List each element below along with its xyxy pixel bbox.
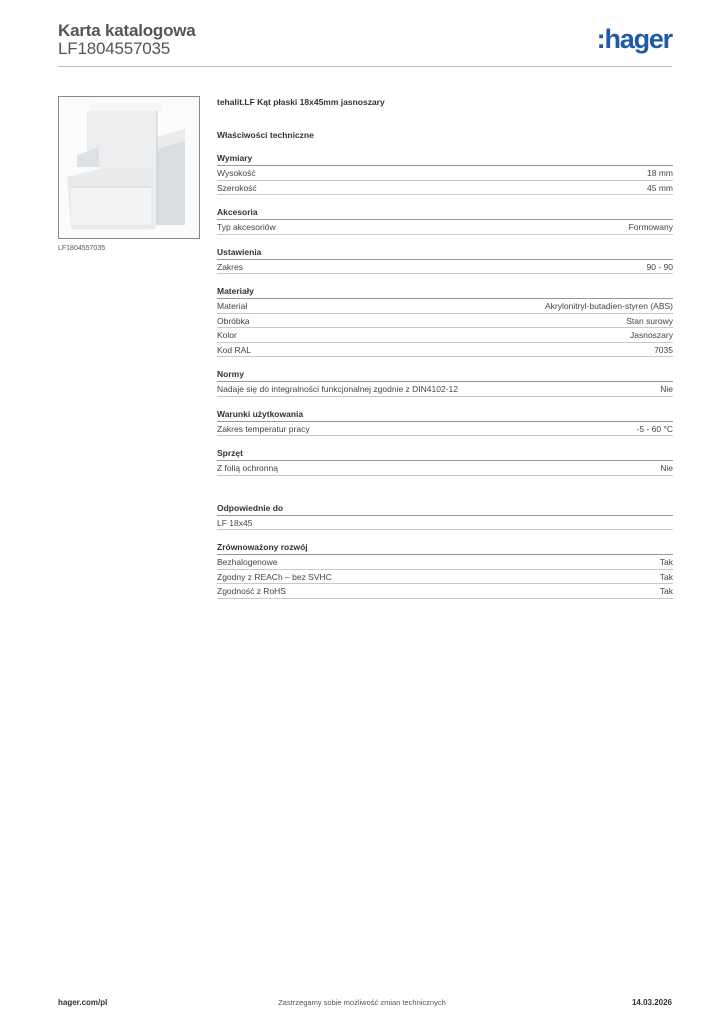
section-title: Zrównoważony rozwój (217, 540, 673, 555)
header-divider (58, 66, 672, 67)
spec-label: Kod RAL (217, 344, 252, 355)
spec-label: Zakres (217, 261, 243, 272)
spec-label: Materiał (217, 301, 248, 311)
spec-row (217, 328, 673, 343)
spec-row (217, 555, 673, 570)
spec-label: Nadaje się do integralności funkcjonalnej zgodnie z DIN4102-12 (217, 384, 458, 394)
spec-row (217, 220, 673, 235)
spec-row (217, 461, 673, 476)
spec-value: Tak (659, 571, 673, 582)
spec-label: Wysokość (217, 168, 256, 178)
spec-value: Stan surowy (626, 315, 673, 326)
spec-label: Typ akcesoriów (217, 222, 276, 232)
section-accessories (217, 205, 673, 235)
footer-website: hager.com/pl (58, 998, 108, 1007)
spec-label: LF 18x45 (217, 517, 253, 528)
section-standards (217, 367, 673, 397)
product-code: LF1804557035 (58, 39, 170, 58)
section-settings (217, 245, 673, 275)
spec-row (217, 299, 673, 314)
section-title: Materiały (217, 284, 673, 299)
product-image (58, 96, 200, 239)
spec-label: Bezhalogenowe (217, 557, 278, 567)
section-title: Normy (217, 367, 673, 382)
spec-row (217, 422, 673, 437)
spec-label: Zgodność z RoHS (217, 586, 286, 596)
section-suitable-for (217, 501, 673, 531)
flat-angle-illustration (59, 97, 200, 239)
spec-label: Zakres temperatur pracy (217, 423, 310, 434)
product-name: tehalit.LF Kąt płaski 18x45mm jasnoszary (217, 97, 385, 107)
spec-row (217, 181, 673, 196)
section-title: Warunki użytkowania (217, 407, 673, 422)
section-equipment (217, 446, 673, 476)
spec-label: Obróbka (217, 315, 250, 326)
spec-value: Akrylonitryl-butadien-styren (ABS) (544, 301, 673, 311)
spec-sheet (217, 96, 673, 599)
spec-row (217, 343, 673, 358)
section-title: Odpowiednie do (217, 501, 673, 516)
spec-row (217, 516, 673, 531)
section-title: Wymiary (217, 151, 673, 166)
spec-value: 7035 (654, 344, 673, 355)
spec-value: Nie (660, 463, 673, 473)
spec-value: Formowany (628, 222, 673, 232)
section-title: Akcesoria (217, 205, 673, 220)
spec-value: 18 mm (647, 168, 673, 178)
spec-value: Tak (659, 557, 673, 567)
spec-row (217, 166, 673, 181)
spec-row (217, 584, 673, 599)
footer-disclaimer: Zastrzegamy sobie możliwość zmian technicznych (278, 998, 446, 1007)
document-title: Karta katalogowa (58, 21, 196, 40)
image-caption: LF1804557035 (58, 245, 106, 252)
spec-value: -5 - 60 °C (636, 423, 673, 434)
spec-value: Nie (660, 384, 673, 394)
spec-value: Tak (659, 586, 673, 596)
section-title: Ustawienia (217, 245, 673, 260)
spec-row (217, 314, 673, 329)
section-materials (217, 284, 673, 357)
spec-value: 90 - 90 (646, 261, 673, 272)
section-sustainability (217, 540, 673, 599)
spec-label: Zgodny z REACh – bez SVHC (217, 571, 332, 582)
spec-value: 45 mm (647, 182, 673, 193)
hager-logo: :hager (596, 24, 672, 54)
spec-label: Z folią ochronną (217, 463, 278, 473)
spec-row (217, 570, 673, 585)
spec-label: Szerokość (217, 182, 257, 193)
section-operating-conditions (217, 407, 673, 437)
section-title: Sprzęt (217, 446, 673, 461)
spec-value: Jasnoszary (630, 330, 673, 340)
spec-row (217, 382, 673, 397)
section-dimensions (217, 151, 673, 195)
spec-row (217, 260, 673, 275)
spec-label: Kolor (217, 330, 237, 340)
footer-date: 14.03.2026 (631, 998, 672, 1007)
technical-properties-heading: Właściwości techniczne (217, 130, 314, 140)
